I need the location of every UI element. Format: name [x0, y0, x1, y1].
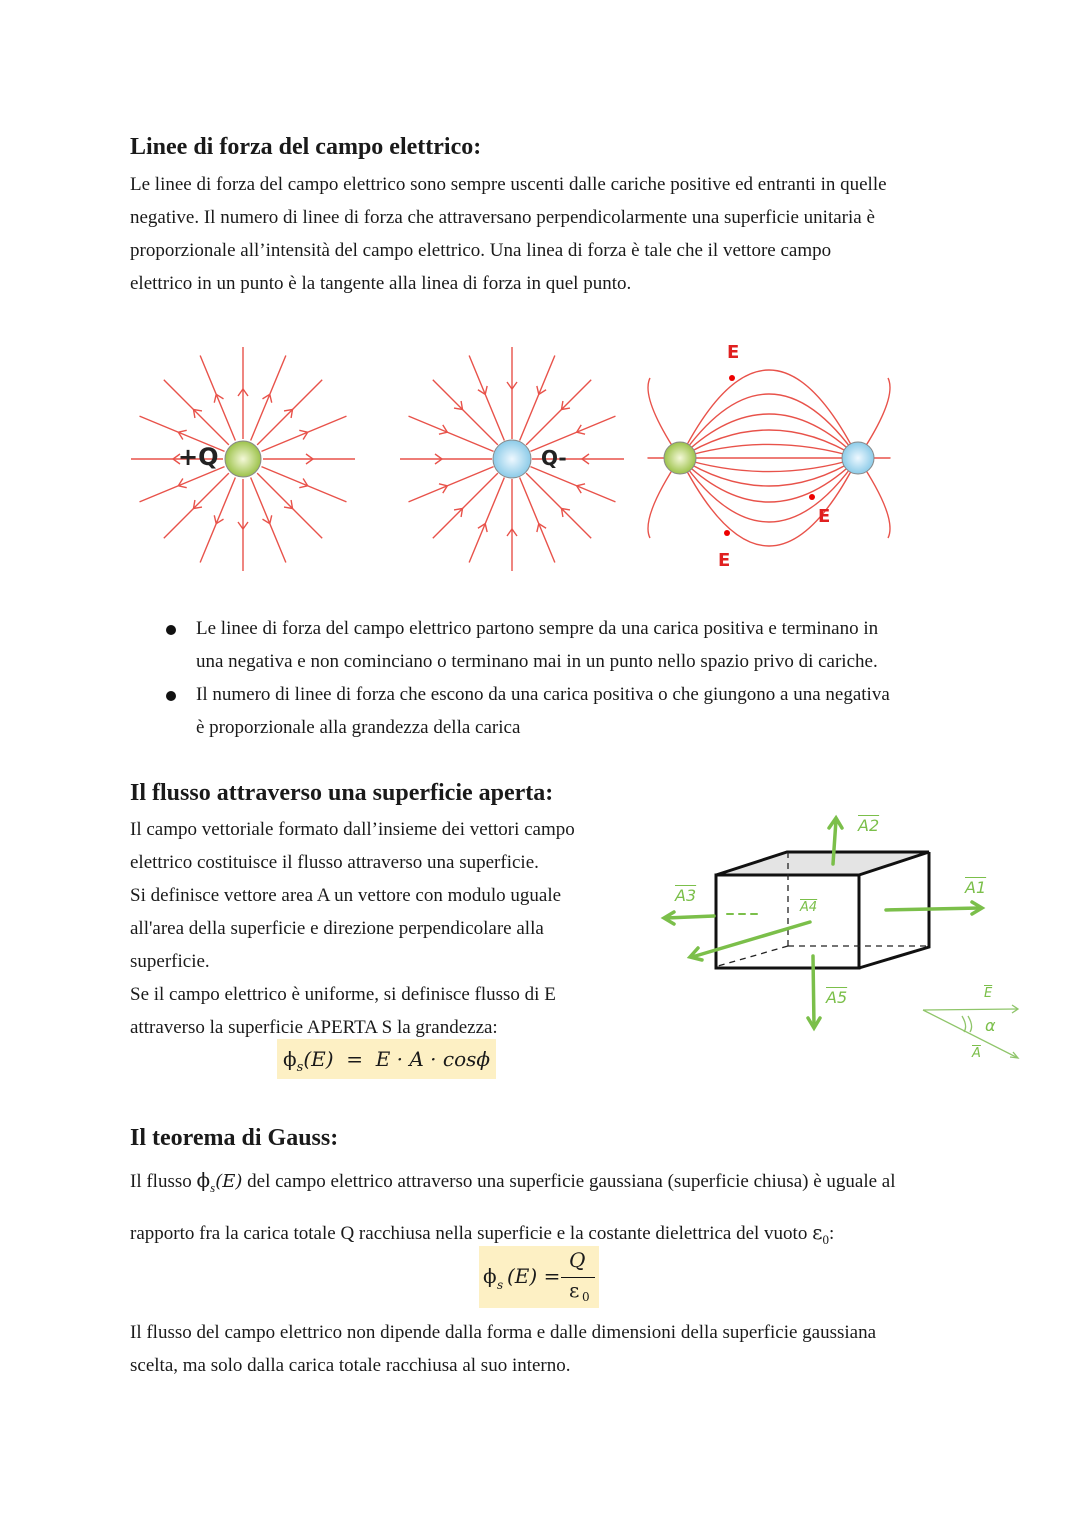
field-lines-figure — [0, 330, 1080, 580]
field-line — [261, 467, 346, 502]
field-line — [261, 416, 346, 451]
area-vectors-cube-figure — [640, 800, 1040, 1080]
angle-label-alpha: α — [985, 1016, 996, 1035]
area-vector-label-a4: A4 — [800, 900, 818, 915]
field-line — [200, 356, 235, 441]
field-line — [526, 380, 591, 445]
field-point — [724, 530, 730, 536]
area-vector-label-a5: A5 — [826, 988, 848, 1007]
flux-paragraph: Il campo vettoriale formato dall’insieme dei vettori campo elettrico costituisce il flusso attraverso una superficie. Si definisce vettore area A un vettore con modulo uguale all'area della superficie e direzione perpendicolare alla superficie. Se il campo elettrico è uniforme, si definisce flusso di E attraverso la superficie APERTA S la grandezza: — [130, 819, 575, 1038]
gauss-formula: ϕ s (E) = Q ε 0 — [479, 1246, 599, 1308]
field-line — [251, 477, 286, 562]
dipole-positive-charge — [664, 442, 696, 474]
field-line — [433, 380, 498, 445]
bullet-item: Le linee di forza del campo elettrico partono sempre da una carica positiva e terminano in una negativa e non cominciano o terminano mai in un punto nello spazio privo di cariche. — [160, 612, 960, 678]
positive-charge-label: +Q — [178, 443, 219, 471]
section-title-gauss-theorem: Il teorema di Gauss: — [130, 1125, 339, 1151]
field-line — [251, 356, 286, 441]
field-line — [680, 458, 858, 522]
bullet-icon — [166, 691, 176, 701]
negative-charge-label: Q- — [541, 446, 567, 470]
field-line — [469, 477, 504, 562]
field-line — [409, 467, 494, 502]
field-line — [257, 473, 322, 538]
bullet-item: Il numero di linee di forza che escono da una carica positiva o che giungono a una negativa è proporzionale alla grandezza della carica — [160, 678, 960, 744]
field-line — [140, 467, 225, 502]
field-vector-label-e: $\overline{E}$ — [984, 986, 993, 1001]
field-line — [680, 394, 858, 458]
field-line — [680, 444, 858, 458]
dipole-negative-charge — [842, 442, 874, 474]
gauss-paragraph: Il flusso $\phi_s(E)$ del campo elettrico attraverso una superficie gaussiana (superficie chiusa) è uguale al rapporto fra la carica totale Q racchiusa nella superficie e la costante dielettrica del vuoto $\varepsilon_0$: — [130, 1168, 896, 1247]
field-line — [530, 467, 615, 502]
section-title-field-lines: Linee di forza del campo elettrico: — [130, 134, 482, 160]
area-vector-label-a3: A3 — [675, 886, 697, 905]
field-line — [680, 458, 858, 472]
flux-formula: $\phi_s(E) = E \cdot A \cdot \cos\phi$ — [277, 1039, 496, 1079]
negative-charge — [493, 440, 531, 478]
area-vector-label-a1: A1 — [965, 878, 987, 897]
field-point — [809, 494, 815, 500]
field-line — [526, 473, 591, 538]
text-line: elettrico in un punto è la tangente alla linea di forza in quel punto. — [130, 273, 632, 294]
field-vector-label: E — [727, 342, 740, 363]
field-line — [257, 380, 322, 445]
field-line — [520, 356, 555, 441]
area-vector-label-a: $\overline{A}$ — [972, 1046, 981, 1061]
field-line — [409, 416, 494, 451]
text-line: proporzionale all’intensità del campo elettrico. Una linea di forza è tale che il vettore campo — [130, 240, 832, 261]
field-vector-label: E — [818, 506, 831, 527]
field-line — [433, 473, 498, 538]
field-line — [469, 356, 504, 441]
positive-charge — [225, 441, 261, 477]
field-line — [164, 380, 229, 445]
text-line: Le linee di forza del campo elettrico sono sempre uscenti dalle cariche positive ed entranti in quelle — [130, 174, 887, 195]
field-vector-label: E — [718, 550, 731, 571]
field-line — [520, 477, 555, 562]
field-lines-bullets — [160, 612, 960, 744]
bullet-icon — [166, 625, 176, 635]
field-line — [164, 473, 229, 538]
area-vector-label-a2: A2 — [858, 816, 880, 835]
gauss-closing-paragraph: Il flusso del campo elettrico non dipende dalla forma e dalle dimensioni della superficie gaussiana scelta, ma solo dalla carica totale racchiusa al suo interno. — [130, 1322, 877, 1376]
text-line: negative. Il numero di linee di forza che attraversano perpendicolarmente una superficie unitaria è — [130, 207, 875, 228]
field-lines-paragraph — [130, 168, 887, 300]
field-line — [200, 477, 235, 562]
field-point — [729, 375, 735, 381]
section-title-open-surface-flux: Il flusso attraverso una superficie aperta: — [130, 780, 554, 806]
